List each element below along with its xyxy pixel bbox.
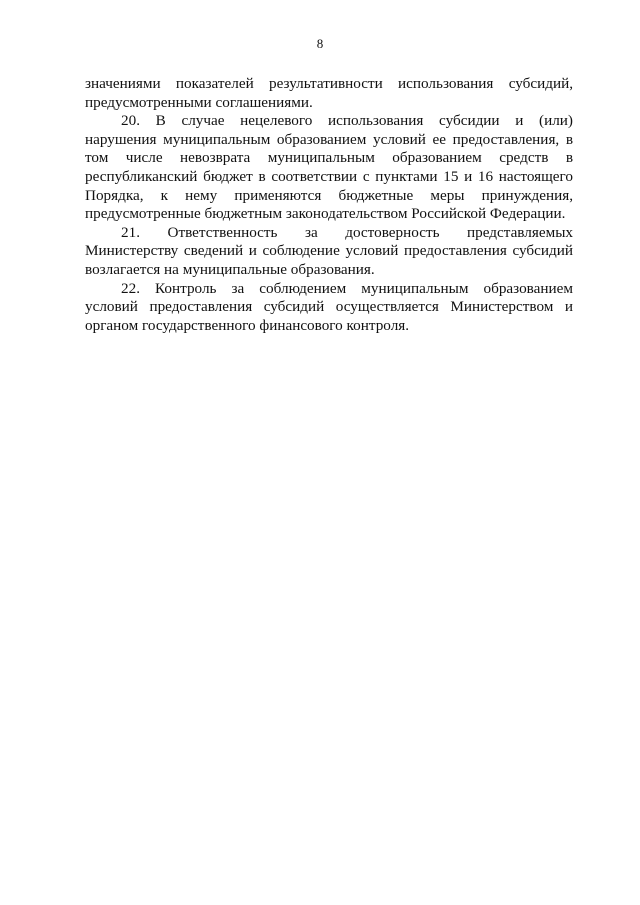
text-line: Министерству сведений и соблюдение условий предоставления субсидий: [85, 242, 573, 260]
text-line: органом государственного финансового контроля.: [85, 316, 410, 334]
text-line: Порядка, к нему применяются бюджетные меры принуждения,: [85, 186, 573, 204]
paragraph-20: [85, 112, 573, 224]
text-line: 20. В случае нецелевого использования субсидии и (или): [121, 112, 573, 130]
text-line: предусмотренные бюджетным законодательством Российской Федерации.: [85, 205, 566, 223]
text-line: республиканский бюджет в соответствии с пунктами 15 и 16 настоящего: [85, 167, 573, 185]
text-line: 22. Контроль за соблюдением муниципальным образованием: [121, 279, 573, 297]
text-line: предусмотренными соглашениями.: [85, 93, 313, 111]
page-number: 8: [316, 36, 324, 51]
text-line: нарушения муниципальным образованием условий ее предоставления, в: [85, 130, 573, 148]
text-line: условий предоставления субсидий осуществляется Министерством и: [85, 298, 573, 316]
text-line: 21. Ответственность за достоверность представляемых: [121, 223, 573, 241]
paragraph-continuation: [85, 75, 573, 112]
paragraph-22: [85, 280, 573, 336]
document-body: [85, 75, 573, 335]
text-line: возлагается на муниципальные образования.: [85, 260, 375, 278]
text-line: том числе невозврата муниципальным образованием средств в: [85, 149, 573, 167]
text-line: значениями показателей результативности использования субсидий,: [85, 75, 573, 92]
paragraph-21: [85, 224, 573, 280]
